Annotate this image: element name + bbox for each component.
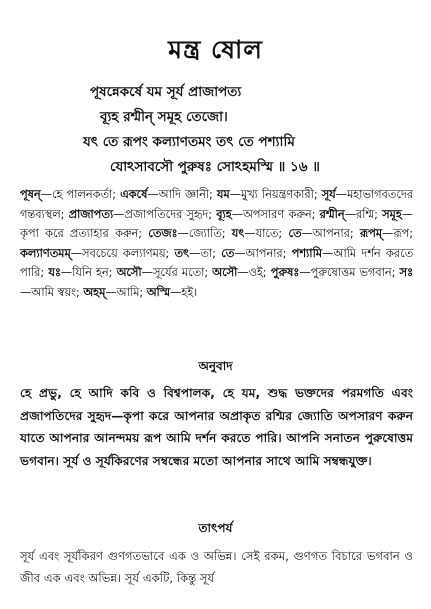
synonym-term: যম xyxy=(216,188,230,201)
synonym-term: সঃ xyxy=(399,266,414,280)
synonym-meaning: যিনি হন; xyxy=(72,266,113,280)
synonym-term: অসৌ xyxy=(116,266,142,280)
synonym-term: তেজঃ xyxy=(148,227,178,241)
synonym-meaning: আমি দর্শন করতে পারি; xyxy=(20,246,414,280)
synonym-term: রশ্মীন্ xyxy=(319,207,345,221)
synonym-term: তৎ xyxy=(174,246,190,260)
synonym-term: অস্মি xyxy=(146,285,171,299)
synonym-term: পশ্যামি xyxy=(291,246,323,260)
word-meanings: পূষন্—হে পালনকর্তা; একর্ষে—আদি জ্ঞানী; যম—মুখ্য নিয়ন্ত্রণকারী; সূর্য—মহাভাগবতদের গন্তব্যস্থল; প্রাজাপত্য—প্রজাপতিদের সুহৃদ; ব্যূহ—অপসারণ করুন; রশ্মীন্—রশ্মি; সমূহ—কৃপা করে প্রত্যাহার করুন; তেজঃ—জ্যোতি; যৎ—যাতে; তে—আপনার; রূপম্—রূপ; কল্যাণতমম্—সবচেয়ে কল্যাণময়; তৎ—তা; তে—আপনার; পশ্যামি—আমি দর্শন করতে পারি; যঃ—যিনি হন; অসৌ—সূর্যের মতো; অসৌ—ওই; পুরুষঃ—পুরুষোত্তম ভগবান; সঃ—আমি স্বয়ং; অহম্—আমি; অস্মি—হই। xyxy=(20,188,414,299)
synonym-term: যৎ xyxy=(231,227,245,241)
synonym-meaning: রশ্মি; xyxy=(355,207,378,221)
synonym-term: পূষন্ xyxy=(20,188,41,201)
verse-line-3: যৎ তে রূপং কল্যাণতমং তৎ তে পশ্যামি xyxy=(83,134,295,150)
synonym-term: কল্যাণতমম্ xyxy=(20,246,71,260)
synonym-meaning: অপসারণ করুন; xyxy=(242,207,316,221)
synonym-term: একর্ষে xyxy=(120,188,148,201)
verse-line-1: পূষন্নেকর্ষে যম সূর্য প্রাজাপত্য xyxy=(90,84,242,100)
synonym-meaning: প্রজাপতিদের সুহৃদ; xyxy=(124,207,213,221)
synonym-term: পুরুষঃ xyxy=(270,266,300,280)
synonym-term: অসৌ xyxy=(212,266,238,280)
synonym-term: প্রাজাপত্য xyxy=(68,207,114,221)
synonym-meaning: আমি স্বয়ং; xyxy=(31,285,80,299)
synonym-term: যঃ xyxy=(48,266,61,280)
translation-heading: অনুবাদ xyxy=(198,359,233,373)
synonym-meaning: হে পালনকর্তা; xyxy=(51,188,117,201)
synonym-meaning: যাতে; xyxy=(255,227,283,241)
mantra-title: মন্ত্র ষোল xyxy=(168,35,263,64)
synonym-meaning: মহাভাগবতদের গন্তব্যস্থল; xyxy=(20,188,414,221)
translation-text: হে প্রভু, হে আদি কবি ও বিশ্বপালক, হে যম, শুদ্ধ ভক্তদের পরমগতি এবং প্রজাপতিদের সুহৃদ—কৃপা করে আপনার অপ্রাকৃত রশ্মির জ্যোতি অপসারণ করুন যাতে আপনার আনন্দময় রূপ আমি দর্শন করতে পারি। আপনি সনাতন পুরুষোত্তম ভগবান। সূর্য ও সূর্যকিরণের সম্বন্ধের মতো আপনার সাথে আমি সম্বন্ধযুক্ত। xyxy=(20,386,413,468)
synonym-meaning: পুরুষোত্তম ভগবান; xyxy=(310,266,396,280)
synonym-term: তে xyxy=(221,246,235,260)
verse-line-2: ব্যূহ রশ্মীন্ সমূহ তেজো। xyxy=(100,109,228,125)
synonym-meaning: কৃপা করে প্রত্যাহার করুন; xyxy=(20,227,143,241)
synonym-meaning: আপনার; xyxy=(312,227,354,241)
synonym-term: তে xyxy=(288,227,302,241)
synonym-meaning: মুখ্য নিয়ন্ত্রণকারী; xyxy=(240,188,318,201)
sanskrit-verse xyxy=(0,80,431,180)
synonym-term: সূর্য xyxy=(321,188,336,201)
synonym-term: সমূহ xyxy=(382,207,402,221)
purport-text: সূর্য এবং সূর্যকিরণ গুণগতভাবে এক ও অভিন্ন। সেই রকম, গুণগত বিচারে ভগবান ও জীব এক এবং অভিন্ন। সূর্য একটি, কিন্তু সূর্য xyxy=(20,549,413,585)
verse-line-4: যোঽসাবসৌ পুরুষঃ সোঽহমস্মি ॥ ১৬ ॥ xyxy=(110,159,320,175)
synonym-meaning: সূর্যের মতো; xyxy=(152,266,209,280)
synonym-term: রূপম্ xyxy=(359,227,383,241)
synonym-term: অহম্ xyxy=(83,285,106,299)
synonym-meaning: সবচেয়ে কল্যাণময়; xyxy=(82,246,170,260)
synonym-meaning: তা; xyxy=(200,246,216,260)
synonym-meaning: আদি জ্ঞানী; xyxy=(158,188,213,201)
synonym-term: ব্যূহ xyxy=(216,207,232,221)
purport-heading: তাৎপর্য xyxy=(198,521,233,535)
synonym-meaning: জ্যোতি; xyxy=(188,227,226,241)
synonym-meaning: ওই; xyxy=(248,266,267,280)
synonym-meaning: আপনার; xyxy=(245,246,287,260)
synonym-meaning: রূপ; xyxy=(393,227,414,241)
synonym-meaning: আমি; xyxy=(116,285,144,299)
synonym-meaning: হই। xyxy=(181,285,198,299)
